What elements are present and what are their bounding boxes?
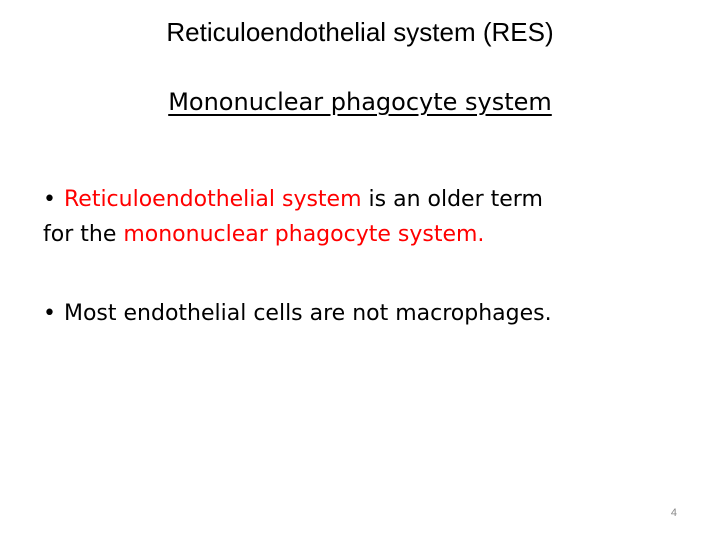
bullet-text: . — [477, 222, 485, 247]
bullet-item — [43, 296, 552, 331]
bullet-text: for the — [43, 222, 124, 247]
highlight-term: Reticuloendothelial system — [63, 187, 362, 212]
page-number: 4 — [670, 507, 677, 519]
bullet-item — [43, 182, 543, 252]
bullet-marker: • — [43, 187, 56, 212]
bullet-line — [43, 296, 552, 331]
slide-title: Reticuloendothelial system (RES) — [166, 17, 554, 47]
bullet-text: Most endothelial cells are not macrophages. — [63, 301, 552, 326]
bullet-marker: • — [43, 301, 56, 326]
bullet-line — [43, 182, 543, 217]
slide-subtitle: Mononuclear phagocyte system — [168, 88, 552, 116]
highlight-term: mononuclear phagocyte system — [123, 222, 478, 247]
bullet-line — [43, 217, 543, 252]
bullet-text: is an older term — [361, 187, 543, 212]
